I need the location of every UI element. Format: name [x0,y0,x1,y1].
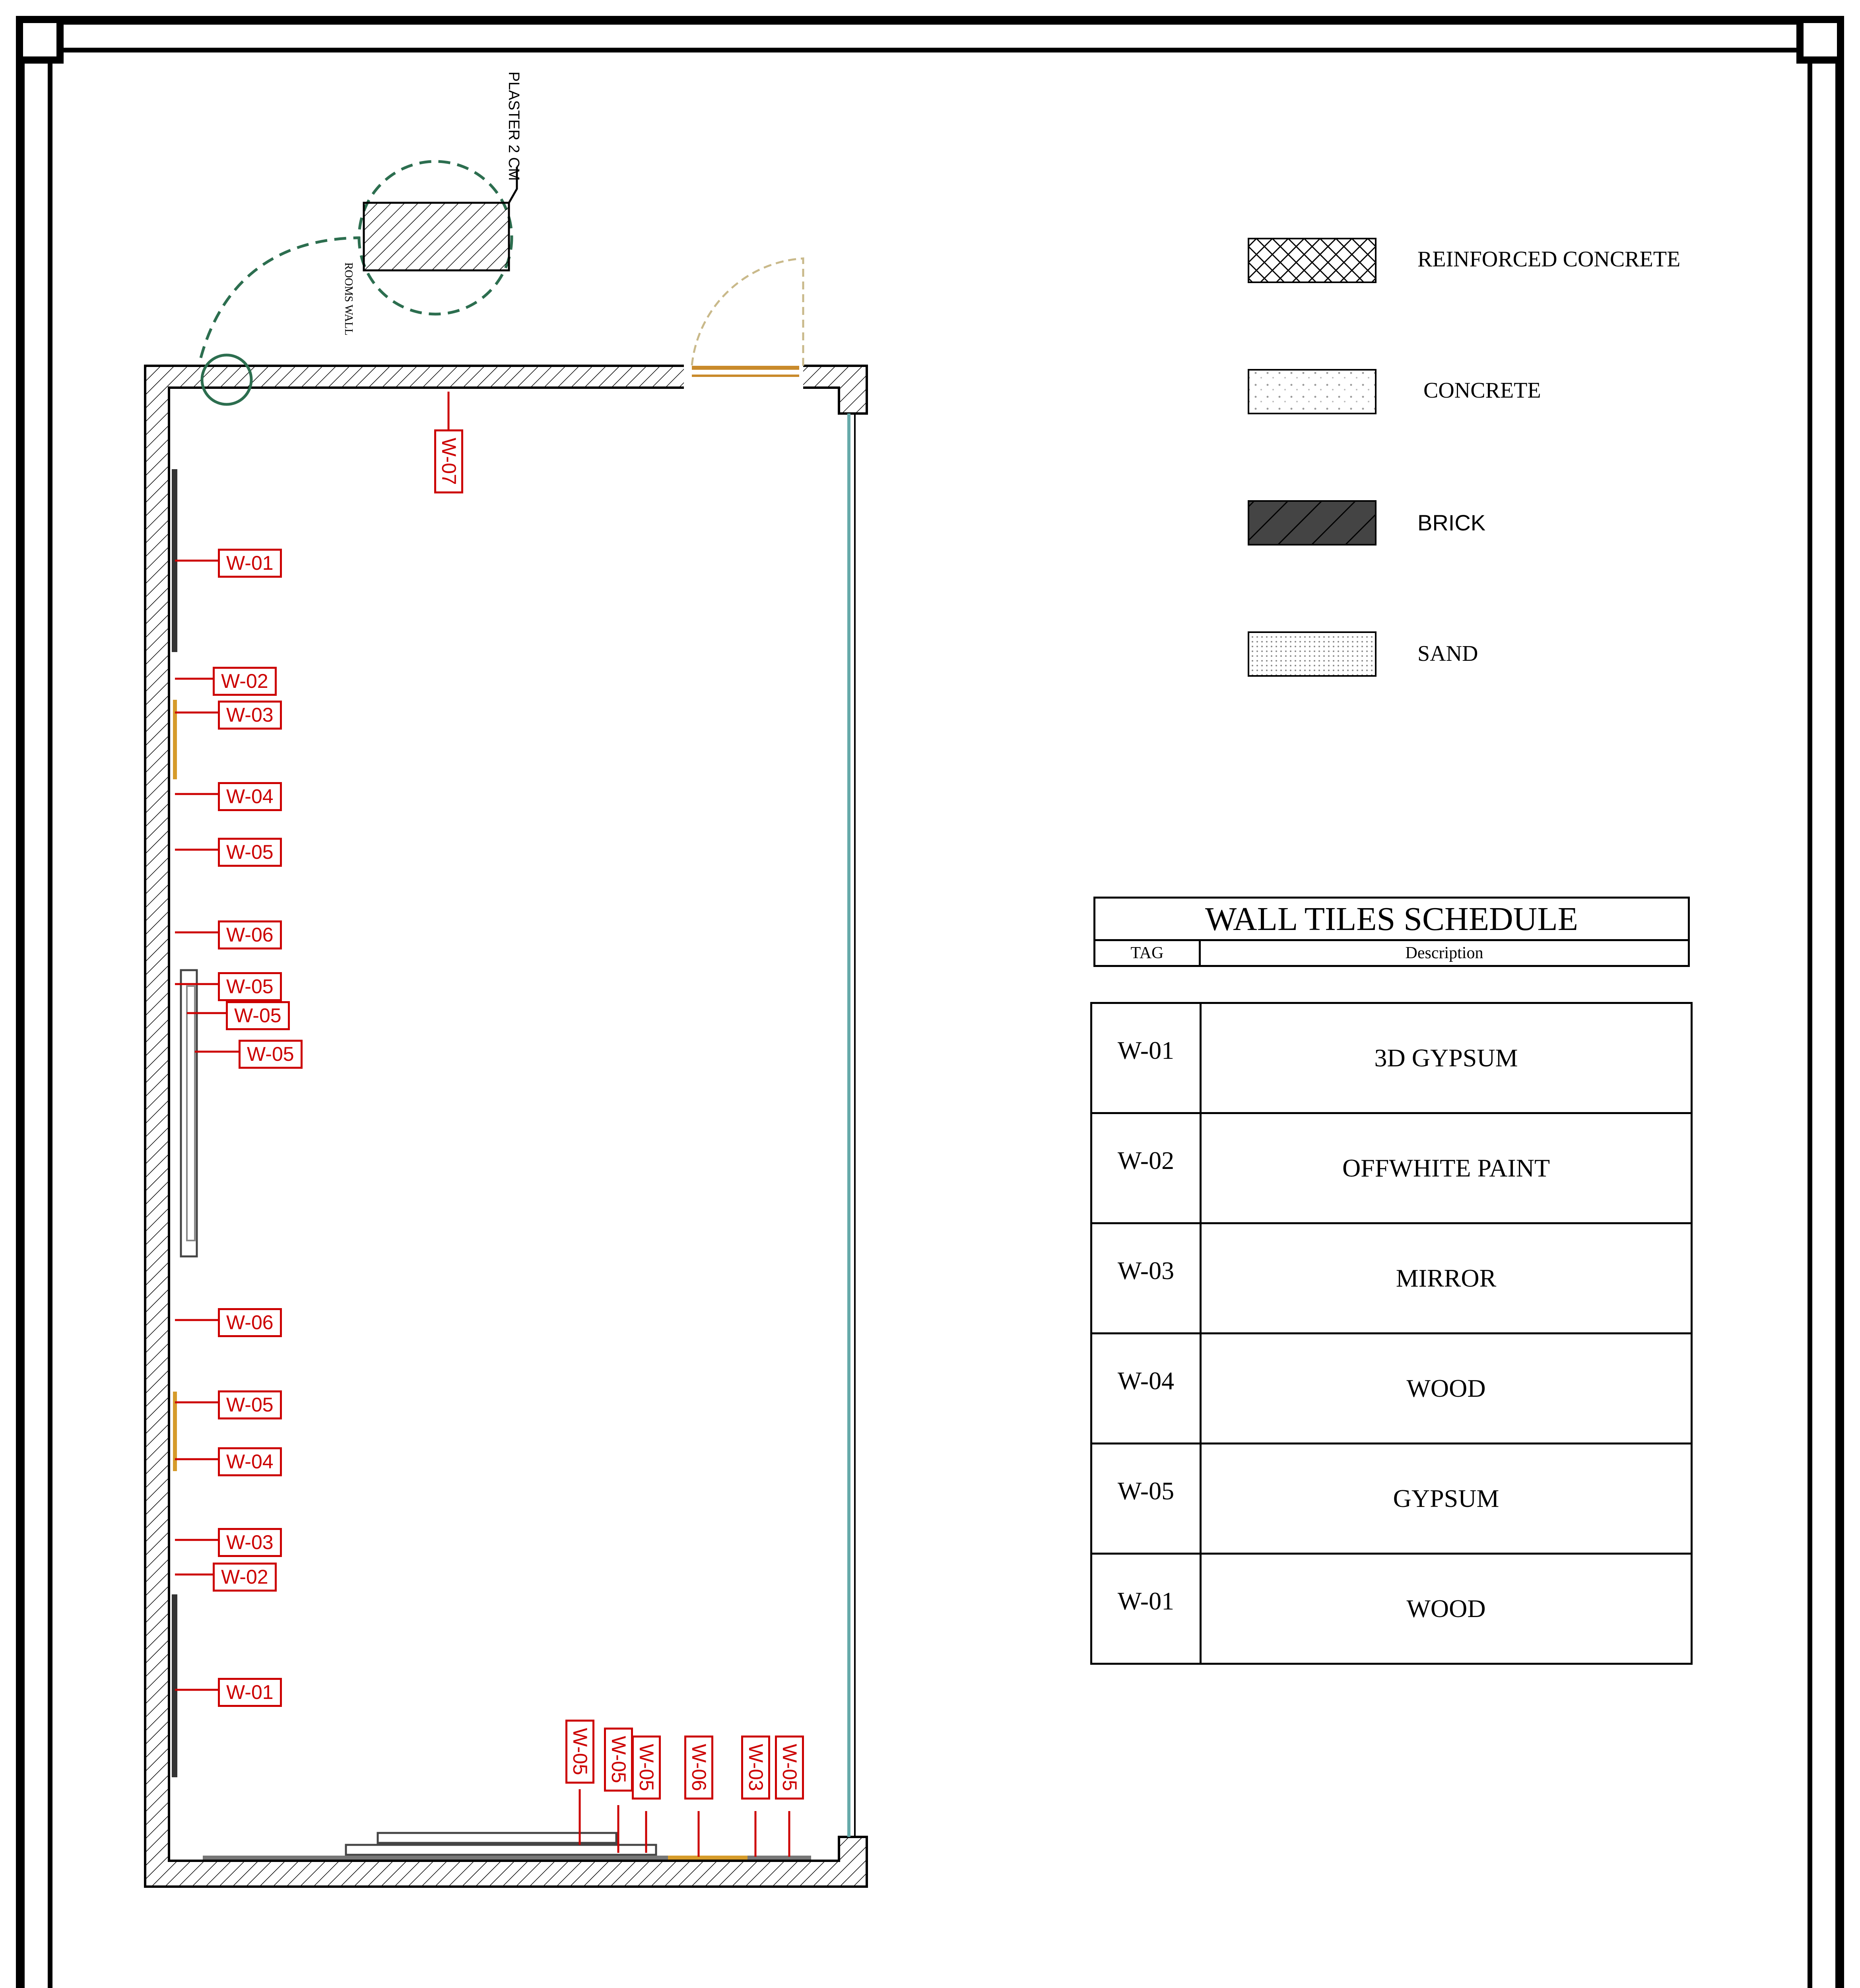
wall-tag-bottom: W-05 [604,1728,633,1792]
wall-tag-left: W-03 [218,1528,282,1557]
wall-tag-bottom: W-05 [775,1736,804,1800]
wall-tag-left: W-06 [218,1308,282,1337]
wall-tag-bottom: W-05 [565,1720,594,1784]
rooms-wall-label: ROOMS WALL [342,262,355,336]
schedule-row-desc: GYPSUM [1200,1442,1693,1555]
schedule-row-desc: 3D GYPSUM [1200,1002,1693,1114]
wall-tag-left: W-01 [218,1678,282,1707]
wall-tag-left: W-05 [226,1001,290,1030]
wall-tag-bottom: W-06 [684,1736,713,1800]
schedule-row-tag: W-05 [1090,1442,1202,1555]
legend-label-concrete: CONCRETE [1423,378,1541,403]
legend-label-brick: BRICK [1417,510,1486,535]
wall-tag-left: W-02 [213,667,277,696]
wall-tag-left: W-04 [218,782,282,811]
schedule-row-desc: WOOD [1200,1332,1693,1444]
wall-tag-left: W-02 [213,1563,277,1592]
wall-tag-top: W-07 [434,429,463,493]
wall-tag-left: W-05 [218,838,282,867]
wall-tag-left: W-06 [218,920,282,949]
schedule-col-description: Description [1199,939,1690,967]
wall-tag-left: W-05 [218,1390,282,1419]
plaster-label: PLASTER 2 CM [505,72,522,181]
schedule-row-tag: W-02 [1090,1112,1202,1224]
wall-tag-left: W-04 [218,1447,282,1476]
schedule-row-desc: WOOD [1200,1553,1693,1665]
wall-tag-left: W-01 [218,549,282,578]
legend-label-reinforced-concrete: REINFORCED CONCRETE [1417,247,1681,272]
schedule-row-tag: W-03 [1090,1222,1202,1334]
legend-label-sand: SAND [1417,641,1478,666]
wall-tag-bottom: W-05 [632,1736,661,1800]
wall-tag-left: W-05 [239,1040,303,1069]
schedule-row-tag: W-01 [1090,1002,1202,1114]
schedule-row-tag: W-04 [1090,1332,1202,1444]
wall-tag-bottom: W-03 [741,1736,770,1800]
wall-tag-left: W-05 [218,972,282,1001]
schedule-row-desc: OFFWHITE PAINT [1200,1112,1693,1224]
wall-tag-left: W-03 [218,701,282,730]
schedule-title: WALL TILES SCHEDULE [1093,897,1690,941]
schedule-col-tag: TAG [1093,939,1201,967]
schedule-row-desc: MIRROR [1200,1222,1693,1334]
schedule-row-tag: W-01 [1090,1553,1202,1665]
